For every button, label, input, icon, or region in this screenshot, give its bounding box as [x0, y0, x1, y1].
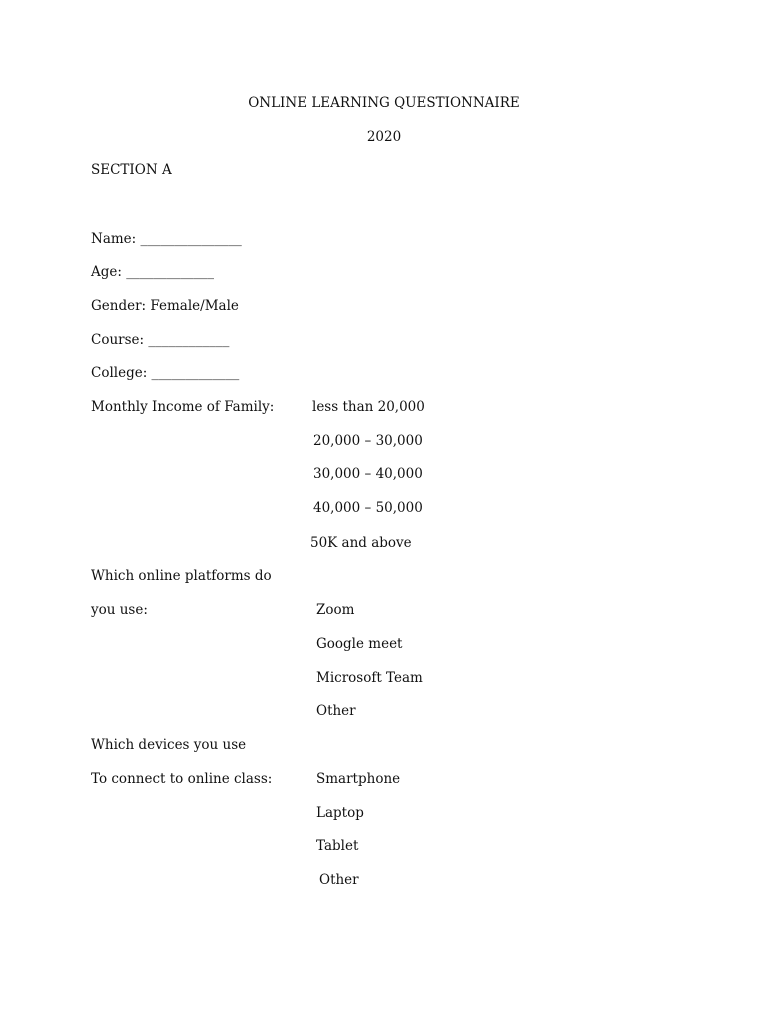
- platform-option: Zoom: [316, 602, 355, 618]
- section-heading: SECTION A: [91, 162, 172, 178]
- income-option: 50K and above: [310, 535, 412, 551]
- document-title: ONLINE LEARNING QUESTIONNAIRE: [248, 95, 520, 111]
- income-label: Monthly Income of Family:: [91, 399, 275, 415]
- income-option: 40,000 – 50,000: [313, 500, 423, 516]
- platforms-question-line1: Which online platforms do: [91, 568, 272, 584]
- income-option: 20,000 – 30,000: [313, 433, 423, 449]
- platform-option: Microsoft Team: [316, 670, 423, 686]
- age-field: Age: _____________: [91, 264, 214, 280]
- income-option: 30,000 – 40,000: [313, 466, 423, 482]
- college-field: College: _____________: [91, 365, 240, 381]
- platform-option: Google meet: [316, 636, 403, 652]
- name-field: Name: _______________: [91, 231, 242, 247]
- gender-field: Gender: Female/Male: [91, 298, 239, 314]
- document-year: 2020: [366, 129, 402, 145]
- devices-question-line2: To connect to online class:: [91, 771, 273, 787]
- device-option: Other: [319, 872, 359, 888]
- devices-question-line1: Which devices you use: [91, 737, 247, 753]
- device-option: Laptop: [316, 805, 364, 821]
- device-option: Smartphone: [316, 771, 401, 787]
- platforms-question-line2: you use:: [91, 602, 148, 618]
- course-field: Course: ____________: [91, 332, 230, 348]
- device-option: Tablet: [316, 838, 359, 854]
- income-option: less than 20,000: [312, 399, 425, 415]
- platform-option: Other: [316, 703, 356, 719]
